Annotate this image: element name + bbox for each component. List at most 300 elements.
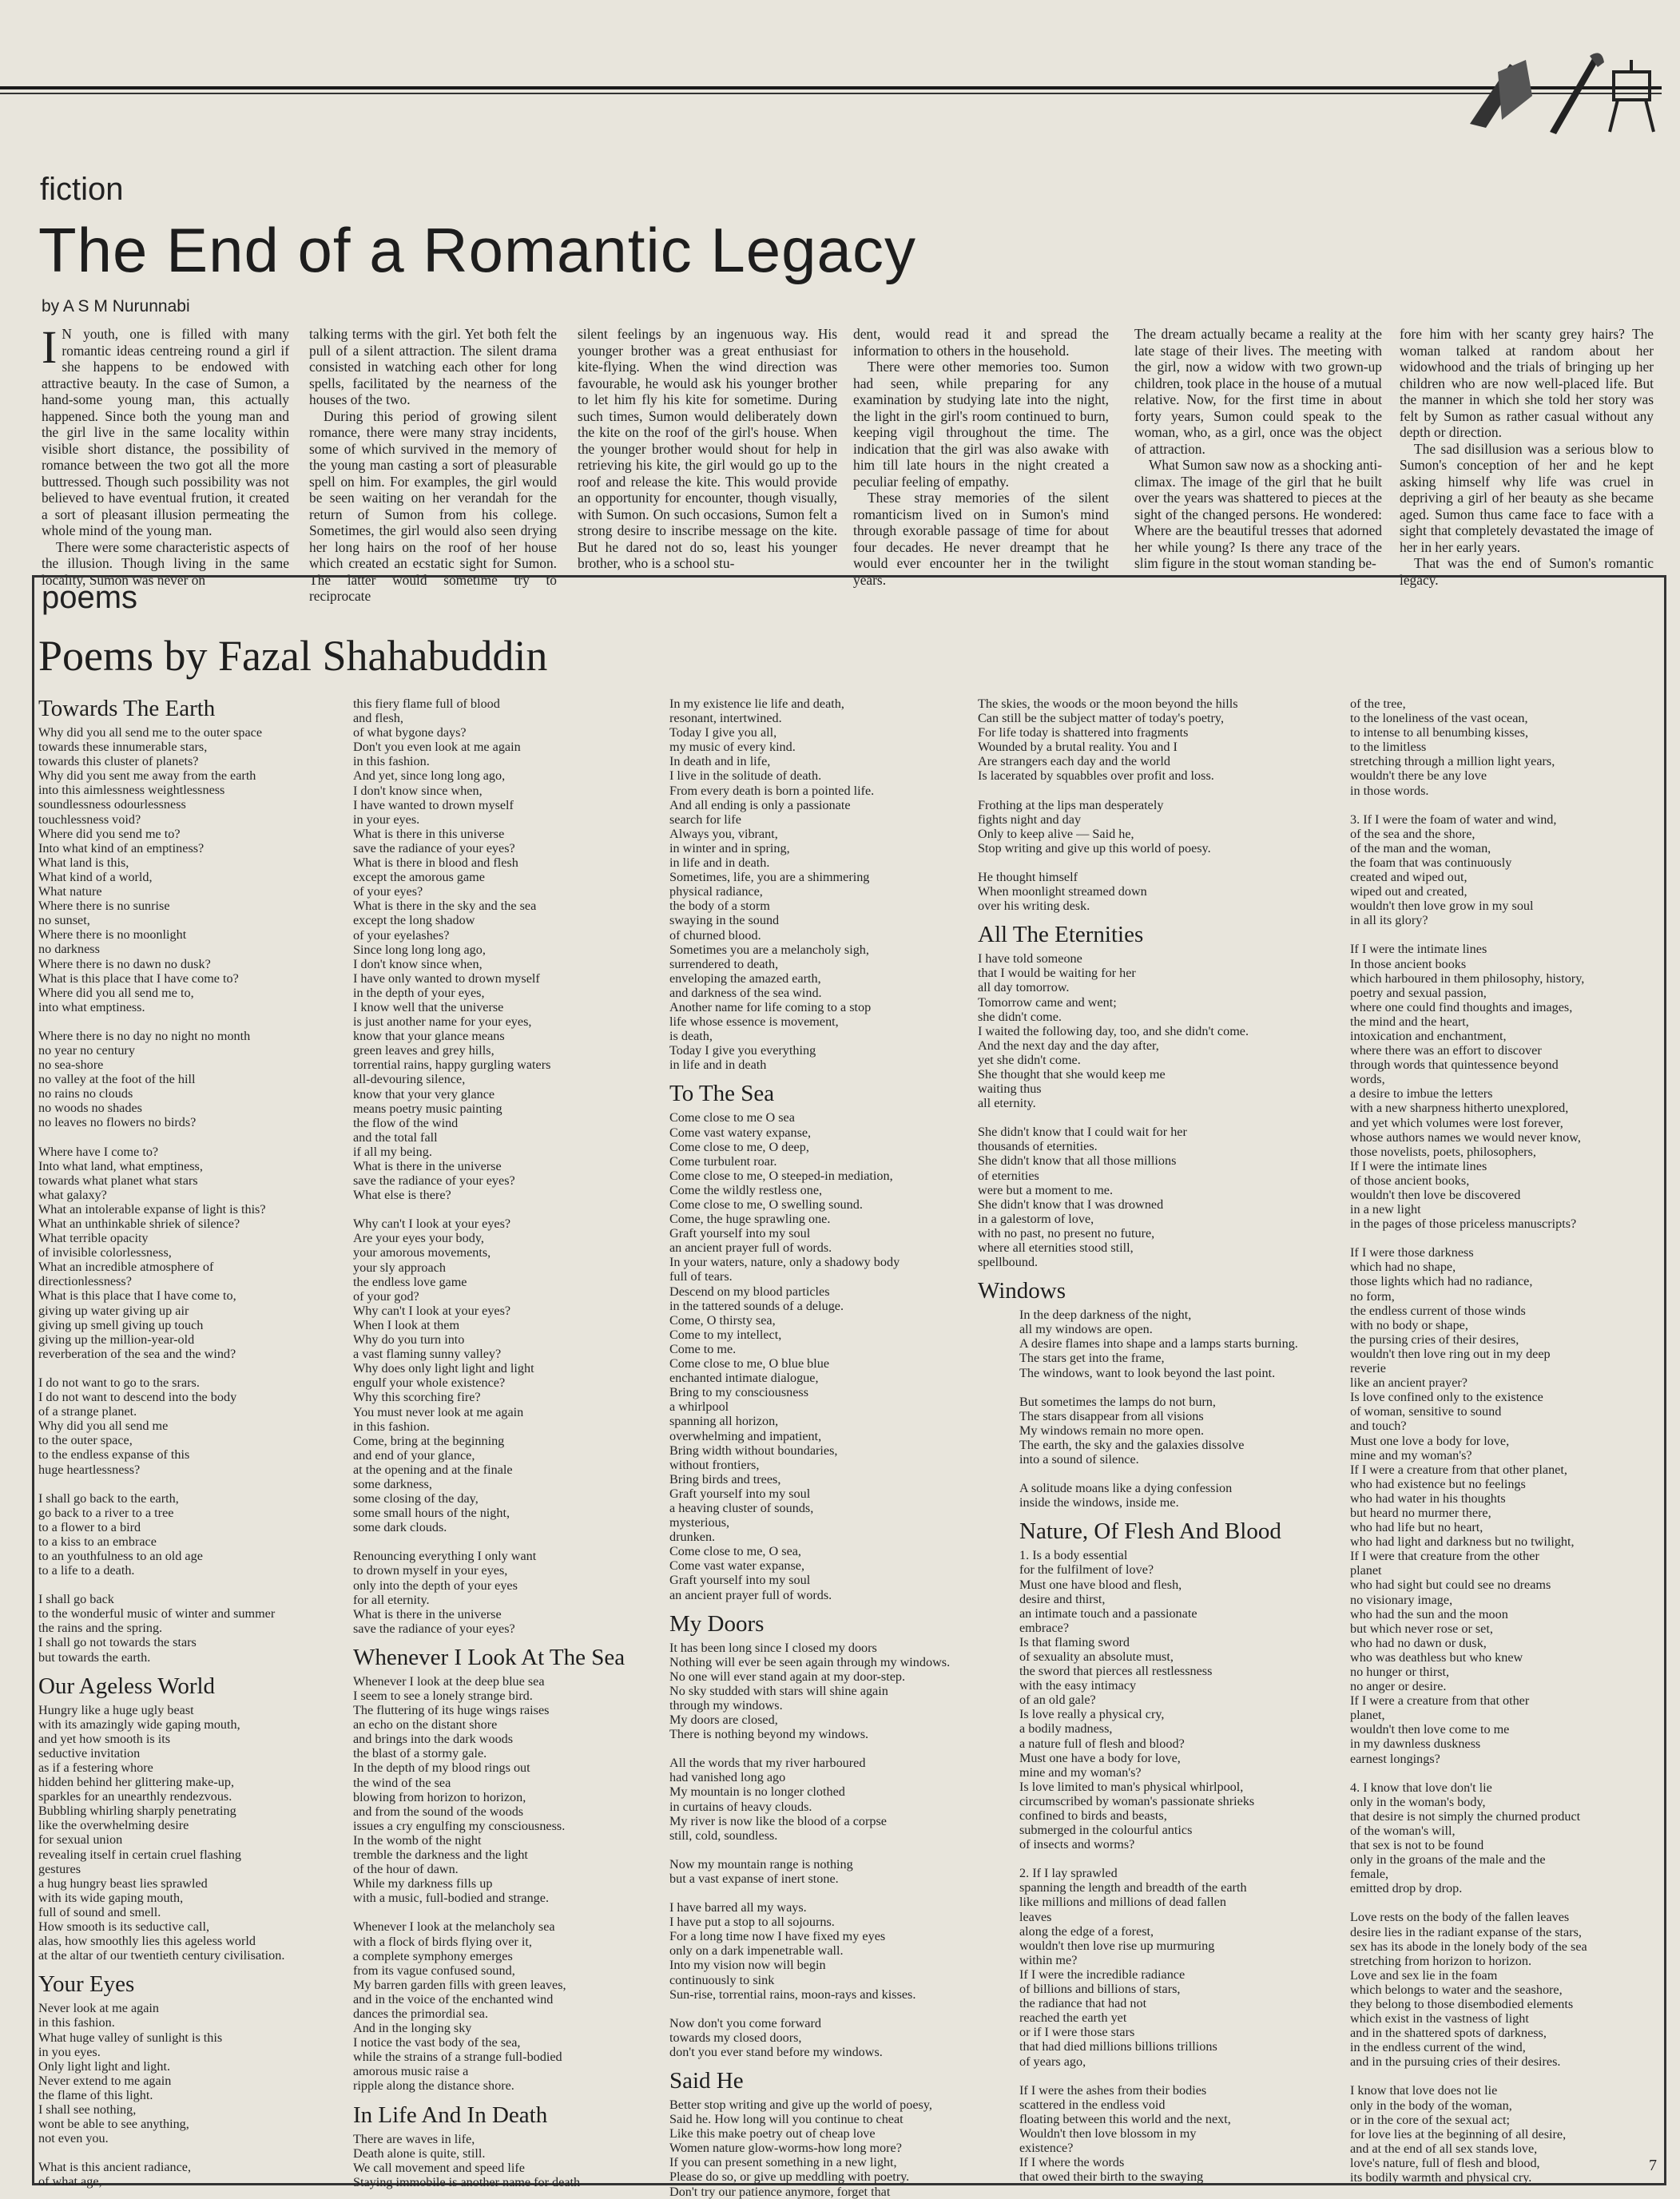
poem-line: for love lies at the beginning of all desire, <box>1350 2126 1567 2141</box>
poem-line: I have only wanted to drown myself <box>353 970 540 986</box>
poem-line: A desire flames into shape and a lamps starts burning. <box>1019 1336 1298 1352</box>
poem-line: and yet which volumes were lost forever, <box>1350 1115 1563 1130</box>
story-paragraph: There were other memories too. Sumon had seen, while preparing for any examination by studying late into the night, the light in the girl's room continued to burn, keeping vigil throughout the time. The indication that the girl was also awake with him till late hours in the night created a peculiar feeling of empathy. <box>853 359 1109 490</box>
poem-line: All the words that my river harboured <box>669 1756 866 1771</box>
poem-line: wouldn't then love be discovered <box>1350 1188 1521 1202</box>
poem-line: along the edge of a forest, <box>1019 1923 1154 1939</box>
poem-line: You must never look at me again <box>353 1404 524 1419</box>
poem-line: continuously to sink <box>669 1972 775 1987</box>
poem-line: Come to me. <box>669 1341 737 1356</box>
stanza-break <box>978 784 1329 798</box>
poem-line: What terrible opacity <box>38 1231 149 1246</box>
poem-line: only in the body of the woman, <box>1350 2098 1512 2113</box>
story-paragraph: I N youth, one is filled with many romantic ideas centreing round a girl if she happens to be endowed with attractive beauty. In the case of Sumon, a hand-some young man, this actually happened. Since both the young man and the girl live in the same locality within visible short distance, the possibility of romance between the two got all the more buttressed. Though such possibility was not believed to have eventual frution, it created a sort of pleasant illusion permeating the whole mind of the young man. <box>42 321 289 538</box>
poem-line: mine and my woman's? <box>1019 1764 1142 1780</box>
poem-line: 2. If I lay sprawled <box>1019 1866 1118 1881</box>
poem-line: towards my closed doors, <box>669 2030 802 2045</box>
poem-line: Where there is no sunrise <box>38 899 170 914</box>
story-column <box>853 326 1109 588</box>
poem-line: those lights which had no radiance, <box>1350 1274 1533 1289</box>
poem-line: Don't you even look at me again <box>353 740 521 755</box>
poem-line: the mind and the heart, <box>1350 1014 1469 1029</box>
story-paragraph: The sad disillusion was a serious blow to Sumon's conception of her and he kept asking himself why life was cruel in depriving a girl of her beauty as she became aged. Sumon thus came face to face with a sight that completely devastated the image of her in her early years. <box>1400 440 1654 555</box>
poem-line: a nature full of flesh and blood? <box>1019 1736 1185 1751</box>
stanza-break <box>38 1014 350 1029</box>
poem-line: not even you. <box>38 2131 109 2146</box>
poem-line: of your god? <box>353 1288 419 1304</box>
poem-line: She didn't know that I was drowned <box>978 1197 1164 1212</box>
fiction-byline: by A S M Nurunnabi <box>42 297 190 316</box>
poem-line: wont be able to see anything, <box>38 2117 189 2132</box>
poem-line: My river is now like the blood of a corpse <box>669 1813 887 1828</box>
poem-line: Why does only light light and light <box>353 1361 534 1376</box>
poem-line: this fiery flame full of blood <box>353 697 500 711</box>
poem-line: Why do you turn into <box>353 1332 465 1348</box>
poem-line: only in the groans of the male and the <box>1350 1852 1546 1868</box>
story-paragraph: That was the end of Sumon's romantic legacy. <box>1400 555 1654 588</box>
poem-line: of what age, <box>38 2174 102 2189</box>
poem-line: The skies, the woods or the moon beyond the hills <box>978 697 1238 711</box>
poem-line: like the overwhelming desire <box>38 1818 189 1833</box>
poem-line: amorous music raise a <box>353 2064 469 2079</box>
poem-line: in you eyes. <box>38 2044 101 2059</box>
poem-line: mysterious, <box>669 1515 730 1530</box>
poem-line: all day tomorrow. <box>978 980 1070 995</box>
poem-line: issues a cry engulfing my consciousness. <box>353 1818 566 1833</box>
poem-line: scattered in the endless void <box>1019 2097 1166 2112</box>
stanza-break <box>38 1477 350 1491</box>
stanza-break <box>978 1110 1329 1125</box>
poem-line: I have barred all my ways. <box>669 1900 807 1915</box>
poem-line: all my windows are open. <box>1019 1322 1153 1337</box>
poem-line: who had light and darkness but no twilight, <box>1350 1534 1575 1550</box>
poem-line: the endless love game <box>353 1274 467 1289</box>
poem-line: hidden behind her glittering make-up, <box>38 1775 234 1790</box>
poem-line: wouldn't then love come to me <box>1350 1722 1510 1737</box>
poem-line: some closing of the day, <box>353 1491 479 1506</box>
story-paragraph: dent, would read it and spread the information to others in the household. <box>853 326 1109 359</box>
stanza-break <box>978 1380 1329 1395</box>
poem-line: directionlessness? <box>38 1274 132 1289</box>
poem-line: an ancient prayer full of words. <box>669 1587 832 1602</box>
poem-line: If I were a creature from that other <box>1350 1693 1530 1709</box>
stanza-break <box>669 1886 981 1900</box>
stanza-break <box>38 1578 350 1592</box>
poem-line: of a strange planet. <box>38 1404 137 1419</box>
poem-line: of the sea and the shore, <box>1350 826 1475 841</box>
poem-line: at the opening and at the finale <box>353 1462 513 1477</box>
poem-line: Please do so, or give up meddling with poetry. <box>669 2169 910 2185</box>
poem-line: what galaxy? <box>38 1187 107 1202</box>
poem-line: your sly approach <box>353 1260 446 1275</box>
poem-line: into this aimlessness weightlessness <box>38 783 225 798</box>
poem-line: alas, how smoothly lies this ageless world <box>38 1934 256 1949</box>
stanza-break <box>978 1467 1329 1481</box>
stanza-break <box>978 855 1329 870</box>
poem-line: the wind of the sea <box>353 1775 451 1790</box>
poem-line: except the long shadow <box>353 913 475 928</box>
poem-line: of invisible colorlessness, <box>38 1245 172 1260</box>
poem-line: in this fashion. <box>353 1419 430 1434</box>
poem-line: and in the pursuing cries of their desires. <box>1350 2054 1561 2070</box>
poem-line: giving up water giving up air <box>38 1303 189 1318</box>
poem-line: life whose essence is movement, <box>669 1014 839 1030</box>
poem-line: She didn't know that all those millions <box>978 1153 1177 1169</box>
poem-line: in the depth of your eyes, <box>353 985 485 1000</box>
poem-line: in life and in death. <box>669 855 770 871</box>
poem-line: Is love limited to man's physical whirlpool, <box>1019 1779 1244 1794</box>
poem-line: towards these innumerable stars, <box>38 740 208 755</box>
poem-line: I have put a stop to all sojourns. <box>669 1915 835 1930</box>
poem-line: Where did you all send me to, <box>38 985 194 1000</box>
poem-line: that sex is not to be found <box>1350 1838 1484 1853</box>
poem-line: confined to birds and beasts, <box>1019 1808 1167 1823</box>
poem-line: Where there is no dawn no dusk? <box>38 956 211 971</box>
poem-line: still, cold, soundless. <box>669 1828 778 1843</box>
poem-line: Today I give you all, <box>669 725 777 740</box>
poem-line: who had the sun and the moon <box>1350 1606 1508 1621</box>
stanza-break <box>38 2145 350 2160</box>
poem-line: I have wanted to drown myself <box>353 797 514 812</box>
poem-line: I seem to see a lonely strange bird. <box>353 1689 533 1703</box>
poem-column <box>1350 697 1658 2185</box>
poem-line: to the wonderful music of winter and summer <box>38 1606 276 1621</box>
poem-line: There are waves in life, <box>353 2131 475 2146</box>
poem-line: which had no shape, <box>1350 1260 1456 1275</box>
poem-line: resonant, intertwined. <box>669 711 782 726</box>
poem-line: Like this make poetry out of cheap love <box>669 2126 876 2141</box>
poem-line: In the deep darkness of the night, <box>1019 1308 1192 1323</box>
story-paragraph: talking terms with the girl. Yet both felt the pull of a silent attraction. The silent drama consisted in watching each other for long spells, facilitated by the nearness of the houses of the two. <box>309 326 557 407</box>
poem-line: while the strains of a strange full-bodied <box>353 2050 562 2065</box>
poem-line: Are your eyes your body, <box>353 1231 484 1246</box>
poem-line: some darkness, <box>353 1476 432 1491</box>
poem-line: no leaves no flowers no birds? <box>38 1115 197 1130</box>
poem-line: in all its glory? <box>1350 913 1428 928</box>
poem-line: Never look at me again <box>38 2001 160 2016</box>
poem-line: If I were the ashes from their bodies <box>1019 2082 1207 2098</box>
poem-line: What an intolerable expanse of light is this? <box>38 1201 266 1217</box>
stanza-break <box>1350 1231 1658 1245</box>
poem-line: only on a dark impenetrable wall. <box>669 1943 844 1959</box>
poem-line: who had no dawn or dusk, <box>1350 1635 1487 1650</box>
poem-line: The stars get into the frame, <box>1019 1351 1165 1366</box>
poem-line: and darkness of the sea wind. <box>669 985 822 1000</box>
poem-line: sparkles for an unearthly rendezvous. <box>38 1789 232 1804</box>
poem-line: a bodily madness, <box>1019 1721 1113 1737</box>
poem-line: gestures <box>38 1861 81 1876</box>
poem-line: and brings into the dark woods <box>353 1732 514 1747</box>
poem-line: 4. I know that love don't lie <box>1350 1780 1492 1795</box>
poem-line: a whirlpool <box>669 1399 729 1415</box>
stanza-break <box>38 1130 350 1145</box>
poem-line: of the man and the woman, <box>1350 840 1491 855</box>
poem-line: over his writing desk. <box>978 899 1090 914</box>
poem-line: intoxication and enchantment, <box>1350 1028 1507 1043</box>
story-paragraph: fore him with her scanty grey hairs? The woman talked at random about her widowhood and the trials of bringing up her children who are now well-placed life. But the manner in which she told her story was felt by Sumon as rather casual without any depth or direction. <box>1400 326 1654 440</box>
poem-line: the rains and the spring. <box>38 1621 163 1636</box>
poem-line: that had died millions billions trillions <box>1019 2039 1217 2054</box>
poem-line: a vast flaming sunny valley? <box>353 1347 502 1362</box>
poem-line: of the tree, <box>1350 697 1406 711</box>
poem-line: Why did you sent me away from the earth <box>38 768 256 784</box>
poem-line: no hunger or thirst, <box>1350 1665 1450 1679</box>
poem-line: I waited the following day, too, and she didn't come. <box>978 1023 1249 1038</box>
poem-line: I shall go back to the earth, <box>38 1490 179 1506</box>
poem-line: Come vast water expanse, <box>669 1558 805 1574</box>
poem-line: no valley at the foot of the hill <box>38 1072 196 1087</box>
stanza-break <box>38 1361 350 1375</box>
poem-line: go back to a river to a tree <box>38 1505 174 1520</box>
poem-line: Come close to me, O blue blue <box>669 1356 830 1371</box>
poem-line: Don't try our patience anymore, forget that <box>669 2184 891 2199</box>
poem-line: What huge valley of sunlight is this <box>38 2030 223 2045</box>
poem-line: all-devouring silence, <box>353 1072 466 1087</box>
poem-line: She thought that she would keep me <box>978 1066 1166 1082</box>
poem-line: green leaves and grey hills, <box>353 1043 494 1058</box>
poem-line: save the radiance of your eyes? <box>353 840 515 855</box>
poem-line: In those ancient books <box>1350 956 1467 971</box>
poem-line: save the radiance of your eyes? <box>353 1621 515 1636</box>
poem-line: What is this ancient radiance, <box>38 2160 192 2175</box>
poem-line: through words that quintessence beyond <box>1350 1058 1559 1073</box>
poem-line: It has been long since I closed my doors <box>669 1640 877 1655</box>
poem-line: He thought himself <box>978 869 1078 884</box>
poem-line: My mountain is no longer clothed <box>669 1784 845 1800</box>
poem-line: What an unthinkable shriek of silence? <box>38 1217 240 1231</box>
poem-line: to intense to all benumbing kisses, <box>1350 725 1529 740</box>
poem-line: Come turbulent roar. <box>669 1153 777 1169</box>
poem-line: Come, bring at the beginning <box>353 1433 505 1448</box>
poem-line: Where did you send me to? <box>38 826 181 841</box>
poem-line: reached the earth yet <box>1019 2010 1127 2026</box>
poem-line: from its vague confused sound, <box>353 1963 515 1978</box>
poem-line: the sword that pierces all restlessness <box>1019 1664 1213 1679</box>
poem-line: ripple along the distance shore. <box>353 2078 514 2094</box>
poem-line: at the altar of our twentieth century civilisation. <box>38 1948 285 1963</box>
poem-title: Your Eyes <box>38 1971 135 1998</box>
poem-line: Why did you all send me <box>38 1419 169 1434</box>
poem-line: Into what land, what emptiness, <box>38 1158 203 1173</box>
poem-line: blowing from horizon to horizon, <box>353 1789 526 1804</box>
poem-line: desire and thirst, <box>1019 1591 1106 1606</box>
poem-line: And all ending is only a passionate <box>669 797 851 812</box>
poem-line: which harboured in them philosophy, history, <box>1350 970 1585 986</box>
poem-title: In Life And In Death <box>353 2102 548 2128</box>
poem-line: seductive invitation <box>38 1745 141 1760</box>
poem-line: she didn't come. <box>978 1009 1062 1024</box>
poem-line: My barren garden fills with green leaves, <box>353 1977 566 1992</box>
poem-line: Into my vision now will begin <box>669 1958 826 1973</box>
poem-line: in the pages of those priceless manuscripts? <box>1350 1217 1577 1232</box>
poem-line: Bubbling whirling sharply penetrating <box>38 1804 236 1819</box>
poem-line: with no past, no present no future, <box>978 1225 1155 1240</box>
poem-line: no anger or desire. <box>1350 1679 1447 1694</box>
poem-line: wiped out and created, <box>1350 884 1468 899</box>
poem-line: What is there in blood and flesh <box>353 855 518 871</box>
poem-line: overwhelming and impatient, <box>669 1428 822 1443</box>
poem-line: is death, <box>669 1029 713 1044</box>
stanza-break <box>1350 798 1658 812</box>
poem-line: I live in the solitude of death. <box>669 768 822 784</box>
poem-line: in a galestorm of love, <box>978 1211 1094 1226</box>
poem-line: Come to my intellect, <box>669 1327 782 1342</box>
poem-line: my music of every kind. <box>669 740 796 755</box>
stanza-break <box>1350 1895 1658 1910</box>
fiction-title: The End of a Romantic Legacy <box>38 215 916 285</box>
poem-line: Is lacerated by squabbles over profit and loss. <box>978 768 1214 784</box>
poem-line: the radiance that had not <box>1019 1996 1147 2011</box>
poem-line: What an incredible atmosphere of <box>38 1260 214 1275</box>
poem-line: engulf your whole existence? <box>353 1375 506 1391</box>
poem-line: a hug hungry beast lies sprawled <box>38 1876 208 1891</box>
poem-line: submerged in the colourful antics <box>1019 1823 1193 1838</box>
poem-line: created and wiped out, <box>1350 870 1468 885</box>
poem-line: Stop writing and give up this world of poesy. <box>978 840 1211 855</box>
story-paragraph: During this period of growing silent romance, there were many stray incidents, some of which survived in the memory of the young man casting a sort of pleasurable spell on him. For examples, the girl would be seen waiting on her verandah for the return of Sumon from his college. Sometimes, the girl would also seen drying her long hairs on the roof of her house which created an ecstatic sight for Sumon. The latter would sometime try to reciprocate <box>309 407 557 604</box>
poem-line: 3. If I were the foam of water and wind, <box>1350 812 1557 827</box>
poem-line: swaying in the sound <box>669 913 780 928</box>
poem-line: In death and in life, <box>669 754 771 769</box>
poem-line: Is that flaming sword <box>1019 1634 1130 1649</box>
poem-line: means poetry music painting <box>353 1101 502 1116</box>
poem-line: or in the core of the sexual act; <box>1350 2112 1511 2127</box>
poem-line: If I were those darkness <box>1350 1245 1474 1260</box>
poem-line: I notice the vast body of the sea, <box>353 2035 521 2050</box>
poem-line: no rains no clouds <box>38 1086 133 1101</box>
poem-line: with its wide gaping mouth, <box>38 1890 184 1905</box>
poem-line: And yet, since long long ago, <box>353 768 506 784</box>
poem-line: who had existence but no feelings <box>1350 1476 1526 1491</box>
poem-line: with a flock of birds flying over it, <box>353 1934 532 1949</box>
stanza-break <box>1350 927 1658 942</box>
poem-line: to a flower to a bird <box>38 1519 141 1534</box>
poem-line: Nothing will ever be seen again through my windows. <box>669 1654 951 1669</box>
poem-line: Love rests on the body of the fallen leaves <box>1350 1910 1570 1925</box>
poem-line: tremble the darkness and the light <box>353 1848 528 1863</box>
poem-line: If I where the words <box>1019 2155 1125 2170</box>
poem-line: Graft yourself into my soul <box>669 1226 811 1241</box>
poem-line: but a vast expanse of inert stone. <box>669 1871 839 1886</box>
poem-line: that I would be waiting for her <box>978 966 1136 981</box>
poem-line: the blast of a stormy gale. <box>353 1746 487 1761</box>
poem-line: in my dawnless duskness <box>1350 1737 1481 1752</box>
poem-line: No one will ever stand again at my door-step. <box>669 1669 906 1684</box>
poem-line: If I were the incredible radiance <box>1019 1967 1186 1982</box>
poem-line: no visionary image, <box>1350 1592 1453 1607</box>
poem-line: Said he. How long will you continue to cheat <box>669 2112 904 2127</box>
poem-line: A solitude moans like a dying confession <box>1019 1481 1233 1496</box>
poem-line: What is there in the universe <box>353 1606 502 1621</box>
poem-line: of those ancient books, <box>1350 1173 1470 1188</box>
poem-line: What is this place that I have come to? <box>38 970 239 986</box>
poem-line: Renouncing everything I only want <box>353 1549 537 1564</box>
poem-line: if all my being. <box>353 1144 432 1159</box>
poem-line: towards what planet what stars <box>38 1173 198 1188</box>
poem-line: into a sound of silence. <box>1019 1452 1139 1467</box>
poem-line: to the loneliness of the vast ocean, <box>1350 711 1528 726</box>
poem-line: a heaving cluster of sounds, <box>669 1500 814 1515</box>
poem-line: spellbound. <box>978 1255 1039 1270</box>
poem-line: planet <box>1350 1563 1382 1578</box>
poem-line: they belong to those disembodied elements <box>1350 1996 1574 2011</box>
poem-line: a complete symphony emerges <box>353 1948 513 1963</box>
poem-line: physical radiance, <box>669 884 763 899</box>
poem-line: the foam that was continuously <box>1350 855 1512 870</box>
poem-line: no form, <box>1350 1288 1395 1304</box>
poem-line: And in the longing sky <box>353 2021 472 2036</box>
poem-line: for sexual union <box>38 1832 123 1848</box>
poem-line: who was deathless but who knew <box>1350 1649 1523 1665</box>
poem-line: What is there in this universe <box>353 826 505 841</box>
poem-line: soundlessness odourlessness <box>38 797 186 812</box>
poem-line: stretching from horizon to horizon. <box>1350 1953 1532 1968</box>
poem-line: earnest longings? <box>1350 1751 1440 1766</box>
poem-line: How smooth is its seductive call, <box>38 1919 210 1935</box>
stanza-break <box>353 1202 673 1217</box>
poem-line: and in the voice of the enchanted wind <box>353 1991 554 2006</box>
poem-line: no sunset, <box>38 913 90 928</box>
poem-line: the body of a storm <box>669 899 770 914</box>
poem-line: dances the primordial sea. <box>353 2006 489 2021</box>
poem-line: Whenever I look at the melancholy sea <box>353 1919 555 1935</box>
story-column <box>309 326 557 605</box>
poem-line: in life and in death <box>669 1058 767 1073</box>
poem-line: to drown myself in your eyes, <box>353 1563 508 1578</box>
poem-line: The stars disappear from all visions <box>1019 1408 1204 1423</box>
poem-line: Must one have a body for love, <box>1019 1750 1181 1765</box>
poem-line: Never extend to me again <box>38 2073 172 2088</box>
poem-line: I shall go back <box>38 1592 114 1607</box>
poem-line: of years ago, <box>1019 2054 1086 2069</box>
poem-title: My Doors <box>669 1610 765 1637</box>
poem-line: in your eyes. <box>353 812 420 827</box>
poem-line: Where have I come to? <box>38 1144 159 1159</box>
poem-line: Always you, vibrant, <box>669 826 778 841</box>
poem-line: If I were the intimate lines <box>1350 1158 1487 1173</box>
poem-line: I do not want to go to the srars. <box>38 1375 200 1390</box>
poem-line: Is love really a physical cry, <box>1019 1707 1165 1722</box>
poem-line: the pursing cries of their desires, <box>1350 1332 1519 1347</box>
stanza-break <box>353 1534 673 1549</box>
poem-line: Bring birds and trees, <box>669 1471 781 1487</box>
poem-line: existence? <box>1019 2140 1074 2155</box>
poem-line: Tomorrow came and went; <box>978 994 1117 1010</box>
poem-line: circumscribed by woman's passionate shrieks <box>1019 1793 1255 1808</box>
poem-line: From every death is born a pointed life. <box>669 783 875 798</box>
poem-line: wouldn't then love rise up murmuring <box>1019 1938 1215 1953</box>
poem-line: and at the end of all sex stands love, <box>1350 2141 1538 2156</box>
stanza-break <box>1350 2069 1658 2083</box>
poem-line: of churned blood. <box>669 927 761 943</box>
poem-line: Bring to my consciousness <box>669 1385 809 1400</box>
poem-line: Women nature glow-worms-how long more? <box>669 2141 902 2156</box>
poem-line: Sometimes, life, you are a shimmering <box>669 870 870 885</box>
poem-line: its bodily warmth and physical cry. <box>1350 2170 1532 2185</box>
poem-line: The earth, the sky and the galaxies dissolve <box>1019 1437 1245 1452</box>
story-column <box>1400 326 1654 588</box>
poem-line: There is nothing beyond my windows. <box>669 1727 869 1742</box>
poem-line: with a music, full-bodied and strange. <box>353 1891 550 1906</box>
poem-title: To The Sea <box>669 1081 775 1107</box>
poem-line: in a new light <box>1350 1202 1421 1217</box>
poem-line: to a kiss to an embrace <box>38 1534 157 1549</box>
poem-line: wouldn't then love grow in my soul <box>1350 899 1534 914</box>
poem-line: Come close to me, O swelling sound. <box>669 1197 863 1212</box>
poem-line: of the woman's will, <box>1350 1823 1456 1838</box>
fiction-section-label: fiction <box>40 172 124 207</box>
poem-line: spanning the length and breadth of the earth <box>1019 1880 1247 1895</box>
